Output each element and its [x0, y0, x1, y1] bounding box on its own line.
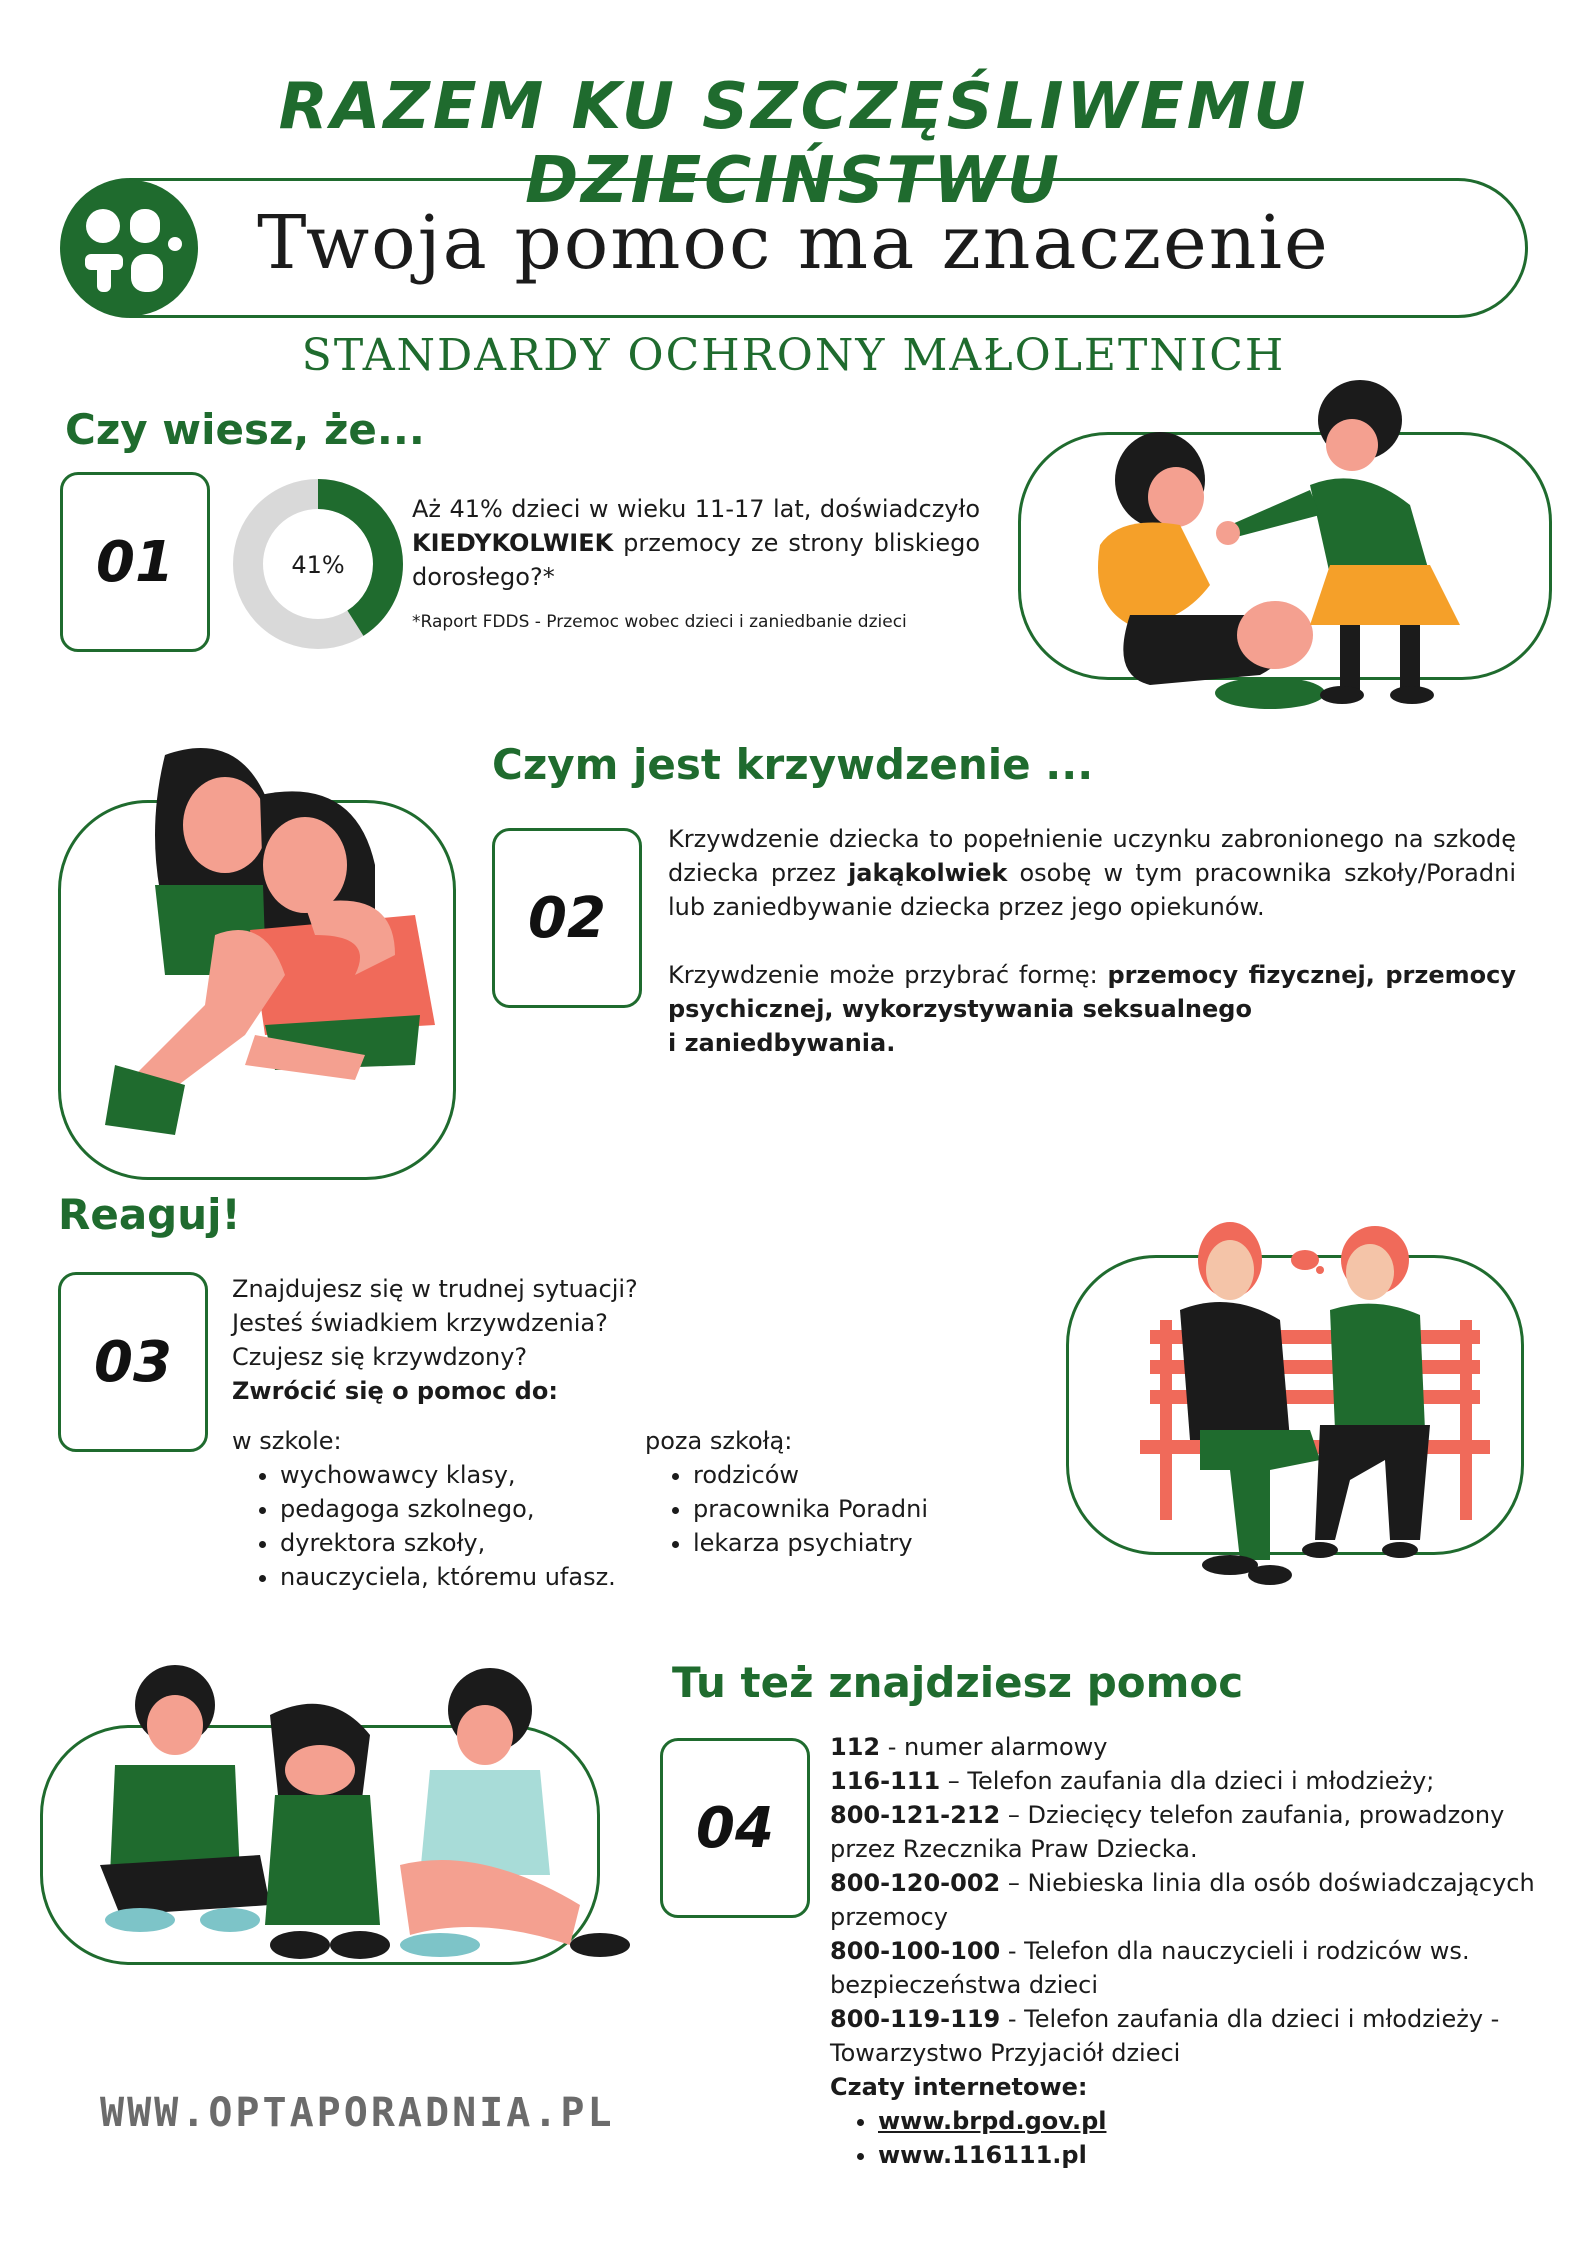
section2-paragraph2 [668, 958, 1516, 1060]
chats-label: Czaty internetowe: [830, 2073, 1088, 2101]
section2-p2-pre: Krzywdzenie może przybrać formę: [668, 961, 1108, 989]
section2-number: 02 [492, 828, 642, 1008]
helpline-text: – Telefon zaufania dla dzieci i młodzieży; [940, 1767, 1435, 1795]
donut-chart [232, 478, 404, 650]
helpline-text: - Telefon zaufania dla dzieci i młodzieży - Towarzystwo Przyjaciół dzieci [830, 2005, 1500, 2067]
section1-text-pre: Aż 41% dzieci w wieku 11-17 lat, doświadczyło [412, 495, 980, 523]
girls-comfort-illustration [1060, 375, 1520, 715]
section4-heading: Tu też znajdziesz pomoc [672, 1658, 1244, 1707]
girls-hug-illustration [75, 735, 475, 1155]
helpline-number: 800-121-212 [830, 1801, 1001, 1829]
helpline-number: 800-119-119 [830, 2005, 1001, 2033]
section2-heading: Czym jest krzywdzenie ... [492, 740, 1094, 789]
list-item: • pracownika Poradni [693, 1492, 1005, 1526]
section2-p1-pre: Krzywdzenie dziecka to popełnienie uczynku zabronionego na szkodę dziecka przez [668, 825, 1516, 887]
helpline-text: – Dziecięcy telefon zaufania, prowadzony przez Rzecznika Praw Dziecka. [830, 1801, 1505, 1863]
list-item: • rodziców [693, 1458, 1005, 1492]
helpline-text: - Telefon dla nauczycieli i rodziców ws. bezpieczeństwa dzieci [830, 1937, 1470, 1999]
helpline-number: 116-111 [830, 1767, 941, 1795]
bench-illustration [1120, 1200, 1500, 1600]
section2-p2-bold-1: przemocy fizycznej, przemocy [1107, 961, 1517, 989]
outside-label: poza szkołą: [645, 1427, 793, 1455]
section1-text [412, 492, 980, 594]
page-title: RAZEM KU SZCZĘŚLIWEMU DZIECIŃSTWU [278, 70, 1309, 218]
helplines-list [830, 1730, 1550, 2172]
section3-line1: Znajdujesz się w trudnej sytuacji? [232, 1275, 638, 1303]
section1-text-bold: KIEDYKOLWIEK [412, 529, 614, 557]
section3-number: 03 [58, 1272, 208, 1452]
section1-text-post: przemocy ze strony bliskiego dorosłego?* [412, 529, 980, 591]
section2-p1-post: osobę w tym pracownika szkoły/Poradni lub zaniedbywanie dziecka przez jego opiekunów. [668, 859, 1516, 921]
section1-footnote: *Raport FDDS - Przemoc wobec dzieci i zaniedbanie dzieci [412, 612, 907, 632]
section3-intro [232, 1272, 792, 1408]
opta-logo [55, 178, 211, 318]
section4-number: 04 [660, 1738, 810, 1918]
section3-line4: Zwrócić się o pomoc do: [232, 1377, 558, 1405]
section2-p2-bold-2: psychicznej, wykorzystywania seksualnego [668, 995, 1252, 1023]
section2-paragraph1 [668, 822, 1516, 924]
helpline-number: 800-120-002 [830, 1869, 1001, 1897]
list-item: • wychowawcy klasy, [280, 1458, 652, 1492]
helpline-112 [830, 1730, 1550, 1764]
donut-label: 41% [291, 551, 345, 579]
website-footer[interactable]: WWW.OPTAPORADNIA.PL [100, 2090, 615, 2136]
helpline-800-100-100 [830, 1934, 1510, 2002]
chat-link-116111[interactable]: www.116111.pl [878, 2141, 1087, 2169]
helpline-text: - numer alarmowy [880, 1733, 1108, 1761]
section3-line3: Czujesz się krzywdzony? [232, 1343, 528, 1371]
section3-school-list [232, 1424, 652, 1594]
section3-heading: Reaguj! [58, 1190, 241, 1239]
helpline-800-121-212 [830, 1798, 1510, 1866]
helpline-116-111 [830, 1764, 1550, 1798]
section2-p2-bold-3: i zaniedbywania. [668, 1029, 896, 1057]
chat-link-brpd[interactable]: www.brpd.gov.pl [878, 2107, 1107, 2135]
section2-p1-bold: jakąkolwiek [848, 859, 1008, 887]
section3-outside-list [645, 1424, 1005, 1560]
helpline-number: 800-100-100 [830, 1937, 1001, 1965]
kids-sitting-illustration [60, 1655, 660, 1985]
list-item: • dyrektora szkoły, [280, 1526, 652, 1560]
list-item: • nauczyciela, któremu ufasz. [280, 1560, 652, 1594]
helpline-number: 112 [830, 1733, 881, 1761]
helpline-text: – Niebieska linia dla osób doświadczających przemocy [830, 1869, 1535, 1931]
subtitle: STANDARDY OCHRONY MAŁOLETNICH [301, 330, 1286, 381]
section1-heading: Czy wiesz, że... [65, 405, 425, 454]
list-item: • pedagoga szkolnego, [280, 1492, 652, 1526]
list-item: • lekarza psychiatry [693, 1526, 1005, 1560]
helpline-800-120-002 [830, 1866, 1550, 1934]
banner-text: Twoja pomoc ma znaczenie [257, 200, 1330, 286]
section1-number: 01 [60, 472, 210, 652]
helpline-800-119-119 [830, 2002, 1530, 2070]
school-label: w szkole: [232, 1427, 342, 1455]
section3-line2: Jesteś świadkiem krzywdzenia? [232, 1309, 608, 1337]
